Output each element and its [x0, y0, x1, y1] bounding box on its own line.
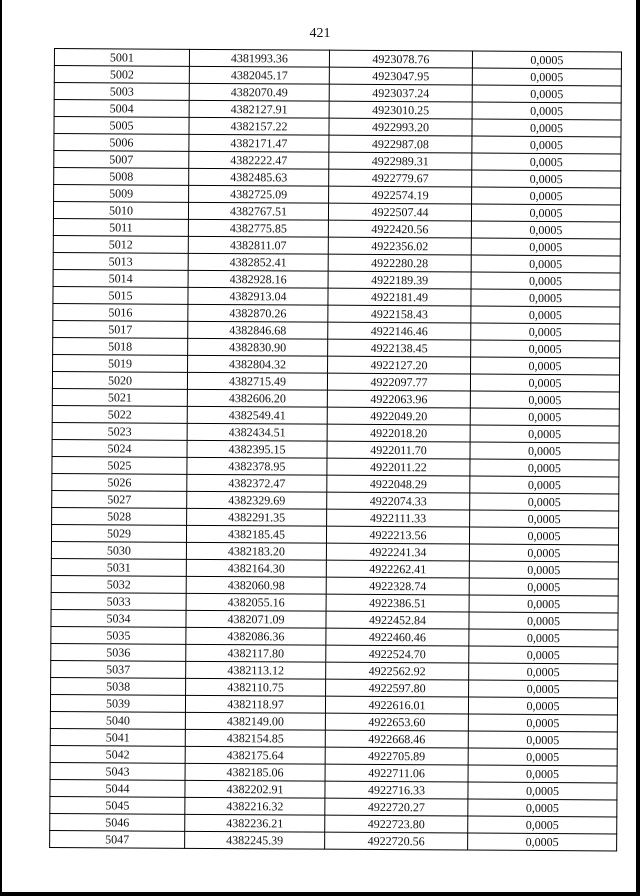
y-coordinate-cell: 4922048.29	[327, 475, 470, 493]
coordinates-table-body	[50, 49, 622, 851]
y-coordinate-cell: 4922074.33	[327, 492, 470, 510]
point-number-cell: 5027	[52, 490, 187, 508]
y-coordinate-cell: 4922018.20	[327, 424, 470, 442]
x-coordinate-cell: 4382185.45	[186, 525, 326, 543]
y-coordinate-cell: 4922653.60	[325, 713, 468, 731]
y-coordinate-cell: 4922562.92	[326, 662, 469, 680]
point-number-cell: 5035	[51, 626, 186, 644]
value-cell: 0,0005	[468, 731, 617, 749]
y-coordinate-cell: 4922460.46	[326, 628, 469, 646]
point-number-cell: 5015	[53, 286, 188, 304]
point-number-cell: 5004	[54, 100, 189, 118]
point-number-cell: 5009	[54, 185, 189, 203]
y-coordinate-cell: 4922987.08	[329, 135, 472, 153]
x-coordinate-cell: 4382071.09	[186, 610, 326, 628]
x-coordinate-cell: 4382216.32	[185, 797, 325, 815]
point-number-cell: 5014	[53, 269, 188, 287]
y-coordinate-cell: 4922524.70	[326, 645, 469, 663]
point-number-cell: 5041	[50, 728, 185, 746]
x-coordinate-cell: 4382149.00	[185, 712, 325, 730]
x-coordinate-cell: 4382775.85	[188, 219, 328, 237]
value-cell: 0,0005	[470, 408, 619, 426]
x-coordinate-cell: 4382606.20	[187, 389, 327, 407]
y-coordinate-cell: 4922280.28	[328, 254, 471, 272]
x-coordinate-cell: 4382171.47	[189, 134, 329, 152]
point-number-cell: 5016	[53, 303, 188, 321]
value-cell: 0,0005	[471, 323, 620, 341]
y-coordinate-cell: 4922705.89	[325, 747, 468, 765]
x-coordinate-cell: 4382175.64	[185, 746, 325, 764]
y-coordinate-cell: 4922146.46	[328, 322, 471, 340]
value-cell: 0,0005	[469, 527, 618, 545]
x-coordinate-cell: 4381993.36	[189, 49, 329, 67]
point-number-cell: 5032	[51, 575, 186, 593]
y-coordinate-cell: 4923037.24	[329, 84, 472, 102]
point-number-cell: 5003	[54, 83, 189, 101]
y-coordinate-cell: 4922328.74	[326, 577, 469, 595]
point-number-cell: 5022	[52, 405, 187, 423]
y-coordinate-cell: 4922452.84	[326, 611, 469, 629]
value-cell: 0,0005	[472, 153, 621, 171]
value-cell: 0,0005	[470, 493, 619, 511]
point-number-cell: 5046	[50, 813, 185, 831]
point-number-cell: 5021	[52, 388, 187, 406]
value-cell: 0,0005	[469, 561, 618, 579]
y-coordinate-cell: 4922241.34	[326, 543, 469, 561]
point-number-cell: 5030	[51, 541, 186, 559]
x-coordinate-cell: 4382117.80	[186, 644, 326, 662]
y-coordinate-cell: 4922213.56	[326, 526, 469, 544]
y-coordinate-cell: 4922158.43	[328, 305, 471, 323]
value-cell: 0,0005	[468, 714, 617, 732]
y-coordinate-cell: 4922716.33	[325, 781, 468, 799]
point-number-cell: 5042	[50, 745, 185, 763]
y-coordinate-cell: 4922097.77	[327, 373, 470, 391]
x-coordinate-cell: 4382118.97	[185, 695, 325, 713]
point-number-cell: 5024	[52, 439, 187, 457]
value-cell: 0,0005	[472, 102, 621, 120]
value-cell: 0,0005	[471, 289, 620, 307]
value-cell: 0,0005	[468, 833, 617, 851]
point-number-cell: 5031	[51, 558, 186, 576]
value-cell: 0,0005	[470, 391, 619, 409]
point-number-cell: 5026	[52, 473, 187, 491]
y-coordinate-cell: 4922723.80	[325, 815, 468, 833]
coordinates-table	[49, 48, 622, 851]
y-coordinate-cell: 4922049.20	[327, 407, 470, 425]
y-coordinate-cell: 4923047.95	[329, 67, 472, 85]
x-coordinate-cell: 4382185.06	[185, 763, 325, 781]
x-coordinate-cell: 4382852.41	[188, 253, 328, 271]
y-coordinate-cell: 4922262.41	[326, 560, 469, 578]
value-cell: 0,0005	[468, 697, 617, 715]
point-number-cell: 5007	[54, 151, 189, 169]
point-number-cell: 5002	[54, 66, 189, 84]
point-number-cell: 5039	[50, 694, 185, 712]
value-cell: 0,0005	[470, 374, 619, 392]
x-coordinate-cell: 4382127.91	[189, 100, 329, 118]
value-cell: 0,0005	[471, 255, 620, 273]
value-cell: 0,0005	[472, 51, 621, 69]
point-number-cell: 5028	[52, 507, 187, 525]
y-coordinate-cell: 4922181.49	[328, 288, 471, 306]
x-coordinate-cell: 4382372.47	[187, 474, 327, 492]
value-cell: 0,0005	[471, 204, 620, 222]
x-coordinate-cell: 4382767.51	[188, 202, 328, 220]
point-number-cell: 5045	[50, 796, 185, 814]
value-cell: 0,0005	[470, 510, 619, 528]
y-coordinate-cell: 4922420.56	[328, 220, 471, 238]
coordinates-table-container	[49, 48, 617, 851]
y-coordinate-cell: 4922668.46	[325, 730, 468, 748]
x-coordinate-cell: 4382236.21	[185, 814, 325, 832]
x-coordinate-cell: 4382055.16	[186, 593, 326, 611]
value-cell: 0,0005	[472, 187, 621, 205]
point-number-cell: 5043	[50, 762, 185, 780]
x-coordinate-cell: 4382045.17	[189, 66, 329, 84]
point-number-cell: 5012	[53, 235, 188, 253]
value-cell: 0,0005	[469, 680, 618, 698]
value-cell: 0,0005	[468, 799, 617, 817]
y-coordinate-cell: 4923078.76	[329, 50, 472, 68]
value-cell: 0,0005	[471, 221, 620, 239]
value-cell: 0,0005	[471, 340, 620, 358]
x-coordinate-cell: 4382329.69	[187, 491, 327, 509]
y-coordinate-cell: 4922011.70	[327, 441, 470, 459]
x-coordinate-cell: 4382434.51	[187, 423, 327, 441]
x-coordinate-cell: 4382245.39	[185, 831, 325, 849]
table-row	[50, 830, 617, 850]
y-coordinate-cell: 4922063.96	[327, 390, 470, 408]
point-number-cell: 5020	[52, 371, 187, 389]
x-coordinate-cell: 4382846.68	[188, 321, 328, 339]
x-coordinate-cell: 4382164.30	[186, 559, 326, 577]
page-number: 421	[309, 26, 331, 41]
y-coordinate-cell: 4922720.27	[325, 798, 468, 816]
point-number-cell: 5023	[52, 422, 187, 440]
value-cell: 0,0005	[472, 85, 621, 103]
value-cell: 0,0005	[470, 459, 619, 477]
y-coordinate-cell: 4922574.19	[329, 186, 472, 204]
value-cell: 0,0005	[469, 612, 618, 630]
value-cell: 0,0005	[471, 357, 620, 375]
point-number-cell: 5001	[54, 49, 189, 67]
value-cell: 0,0005	[468, 782, 617, 800]
point-number-cell: 5044	[50, 779, 185, 797]
x-coordinate-cell: 4382549.41	[187, 406, 327, 424]
x-coordinate-cell: 4382222.47	[189, 151, 329, 169]
point-number-cell: 5008	[54, 168, 189, 186]
point-number-cell: 5033	[51, 592, 186, 610]
x-coordinate-cell: 4382715.49	[187, 372, 327, 390]
value-cell: 0,0005	[471, 306, 620, 324]
value-cell: 0,0005	[470, 476, 619, 494]
point-number-cell: 5029	[51, 524, 186, 542]
y-coordinate-cell: 4922597.80	[326, 679, 469, 697]
y-coordinate-cell: 4922720.56	[325, 832, 468, 850]
x-coordinate-cell: 4382060.98	[186, 576, 326, 594]
value-cell: 0,0005	[469, 629, 618, 647]
point-number-cell: 5018	[53, 337, 188, 355]
value-cell: 0,0005	[472, 136, 621, 154]
x-coordinate-cell: 4382913.04	[188, 287, 328, 305]
point-number-cell: 5034	[51, 609, 186, 627]
y-coordinate-cell: 4922189.39	[328, 271, 471, 289]
value-cell: 0,0005	[469, 595, 618, 613]
value-cell: 0,0005	[469, 544, 618, 562]
x-coordinate-cell: 4382725.09	[189, 185, 329, 203]
value-cell: 0,0005	[472, 119, 621, 137]
value-cell: 0,0005	[469, 646, 618, 664]
y-coordinate-cell: 4922711.06	[325, 764, 468, 782]
x-coordinate-cell: 4382113.12	[186, 661, 326, 679]
value-cell: 0,0005	[471, 272, 620, 290]
x-coordinate-cell: 4382070.49	[189, 83, 329, 101]
y-coordinate-cell: 4923010.25	[329, 101, 472, 119]
point-number-cell: 5038	[51, 677, 186, 695]
point-number-cell: 5005	[54, 117, 189, 135]
y-coordinate-cell: 4922779.67	[329, 169, 472, 187]
point-number-cell: 5025	[52, 456, 187, 474]
value-cell: 0,0005	[470, 442, 619, 460]
point-number-cell: 5037	[51, 660, 186, 678]
x-coordinate-cell: 4382183.20	[186, 542, 326, 560]
y-coordinate-cell: 4922138.45	[328, 339, 471, 357]
x-coordinate-cell: 4382086.36	[186, 627, 326, 645]
x-coordinate-cell: 4382291.35	[187, 508, 327, 526]
x-coordinate-cell: 4382870.26	[188, 304, 328, 322]
point-number-cell: 5047	[50, 830, 185, 848]
y-coordinate-cell: 4922386.51	[326, 594, 469, 612]
x-coordinate-cell: 4382395.15	[187, 440, 327, 458]
point-number-cell: 5011	[53, 218, 188, 236]
x-coordinate-cell: 4382804.32	[188, 355, 328, 373]
y-coordinate-cell: 4922356.02	[328, 237, 471, 255]
x-coordinate-cell: 4382811.07	[188, 236, 328, 254]
value-cell: 0,0005	[472, 170, 621, 188]
x-coordinate-cell: 4382485.63	[189, 168, 329, 186]
x-coordinate-cell: 4382110.75	[186, 678, 326, 696]
point-number-cell: 5006	[54, 134, 189, 152]
value-cell: 0,0005	[470, 425, 619, 443]
y-coordinate-cell: 4922993.20	[329, 118, 472, 136]
point-number-cell: 5019	[53, 354, 188, 372]
value-cell: 0,0005	[472, 68, 621, 86]
y-coordinate-cell: 4922111.33	[327, 509, 470, 527]
x-coordinate-cell: 4382202.91	[185, 780, 325, 798]
point-number-cell: 5013	[53, 252, 188, 270]
x-coordinate-cell: 4382928.16	[188, 270, 328, 288]
y-coordinate-cell: 4922507.44	[328, 203, 471, 221]
point-number-cell: 5036	[51, 643, 186, 661]
y-coordinate-cell: 4922989.31	[329, 152, 472, 170]
x-coordinate-cell: 4382378.95	[187, 457, 327, 475]
x-coordinate-cell: 4382157.22	[189, 117, 329, 135]
value-cell: 0,0005	[468, 765, 617, 783]
x-coordinate-cell: 4382830.90	[188, 338, 328, 356]
value-cell: 0,0005	[468, 748, 617, 766]
value-cell: 0,0005	[468, 816, 617, 834]
y-coordinate-cell: 4922127.20	[328, 356, 471, 374]
y-coordinate-cell: 4922011.22	[327, 458, 470, 476]
point-number-cell: 5017	[53, 320, 188, 338]
x-coordinate-cell: 4382154.85	[185, 729, 325, 747]
y-coordinate-cell: 4922616.01	[325, 696, 468, 714]
value-cell: 0,0005	[471, 238, 620, 256]
value-cell: 0,0005	[469, 663, 618, 681]
point-number-cell: 5010	[53, 202, 188, 220]
point-number-cell: 5040	[50, 711, 185, 729]
value-cell: 0,0005	[469, 578, 618, 596]
